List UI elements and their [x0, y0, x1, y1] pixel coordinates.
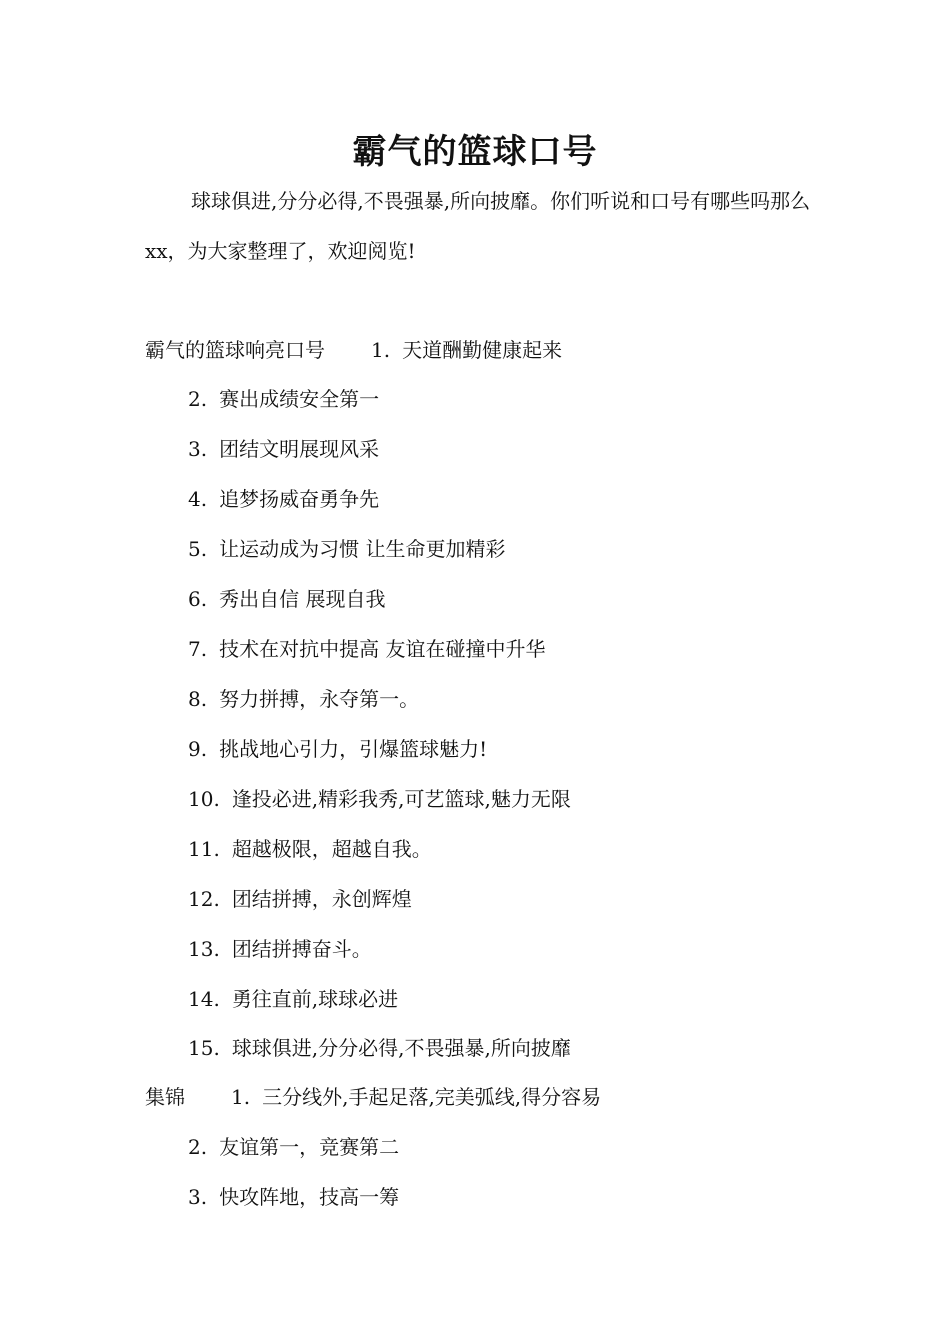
list-item-text: 团结拼搏奋斗。 — [231, 937, 372, 961]
list-item-number: 6. — [188, 587, 208, 611]
list-item-number: 14. — [188, 987, 220, 1011]
list-item — [188, 534, 505, 564]
list-item-text: 友谊第一，竞赛第二 — [219, 1135, 400, 1159]
section-heading-collection — [145, 1082, 601, 1112]
list-item — [188, 1033, 571, 1063]
list-item-text: 挑战地心引力，引爆篮球魅力! — [219, 737, 488, 761]
list-item-number: 8. — [188, 687, 208, 711]
section-label: 霸气的篮球响亮口号 — [145, 338, 325, 362]
list-item-number: 5. — [188, 537, 208, 561]
list-item-text: 赛出成绩安全第一 — [219, 387, 380, 411]
list-item-text: 追梦扬威奋勇争先 — [219, 487, 380, 511]
list-item-text: 团结文明展现风采 — [219, 437, 380, 461]
list-item-number: 13. — [188, 937, 220, 961]
intro-paragraph: 球球俱进,分分必得,不畏强暴,所向披靡。你们听说和口号有哪些吗那么xx，为大家整理了，欢迎阅览! — [145, 189, 811, 263]
list-item — [188, 784, 571, 814]
list-item-text: 天道酬勤健康起来 — [402, 338, 563, 362]
list-item-number: 4. — [188, 487, 208, 511]
list-item — [188, 684, 419, 714]
section-label: 集锦 — [145, 1085, 185, 1109]
list-item-number: 2. — [188, 1135, 208, 1159]
list-item-number: 15. — [188, 1036, 220, 1060]
list-item-text: 快攻阵地，技高一筹 — [219, 1185, 400, 1209]
list-item-text: 技术在对抗中提高 友谊在碰撞中升华 — [219, 637, 546, 661]
list-item — [188, 634, 545, 664]
list-item-text: 团结拼搏，永创辉煌 — [231, 887, 412, 911]
list-item-text: 让运动成为习惯 让生命更加精彩 — [219, 537, 506, 561]
list-item — [188, 1132, 399, 1162]
list-item-number: 10. — [188, 787, 220, 811]
list-item — [188, 1182, 399, 1212]
list-item-text: 逢投必进,精彩我秀,可艺篮球,魅力无限 — [231, 787, 571, 811]
list-item-number: 3. — [188, 437, 208, 461]
list-item-text: 秀出自信 展现自我 — [219, 587, 386, 611]
list-item-text: 球球俱进,分分必得,不畏强暴,所向披靡 — [231, 1036, 571, 1060]
list-item — [188, 734, 487, 764]
list-item-text: 勇往直前,球球必进 — [231, 987, 399, 1011]
list-item — [188, 584, 385, 614]
list-item — [188, 484, 379, 514]
list-item — [188, 884, 412, 914]
list-item-text: 努力拼搏，永夺第一。 — [219, 687, 420, 711]
list-item-number: 11. — [188, 837, 220, 861]
list-item — [188, 984, 398, 1014]
list-item-text: 超越极限，超越自我。 — [231, 837, 432, 861]
list-item — [188, 834, 432, 864]
list-item-number: 1. — [371, 338, 391, 362]
list-item-number: 2. — [188, 387, 208, 411]
list-item-number: 1. — [231, 1085, 251, 1109]
document-title: 霸气的篮球口号 — [352, 132, 598, 172]
list-item-number: 7. — [188, 637, 208, 661]
list-item-text: 三分线外,手起足落,完美弧线,得分容易 — [262, 1085, 602, 1109]
list-item — [188, 434, 379, 464]
list-item-number: 9. — [188, 737, 208, 761]
list-item — [188, 384, 379, 414]
list-item-number: 3. — [188, 1185, 208, 1209]
list-item — [188, 934, 372, 964]
section-heading-slogans — [145, 335, 562, 365]
list-item-number: 12. — [188, 887, 220, 911]
